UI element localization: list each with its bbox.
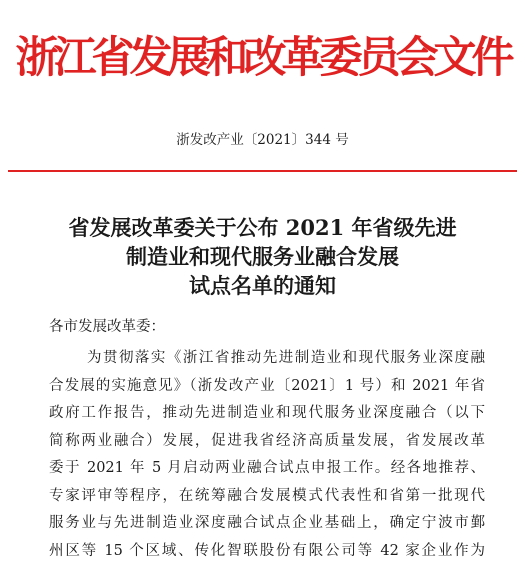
document-masthead: 浙江省发展和改革委员会文件 — [15, 33, 510, 83]
body-paragraph — [49, 345, 485, 565]
body-line: 政府工作报告，推动先进制造业和现代服务业深度融合（以下 — [49, 405, 485, 421]
document-number: 浙发改产业〔2021〕344 号 — [176, 132, 349, 148]
body-line: 合发展的实施意见》（浙发改产业〔2021〕1 号）和 2021 年省 — [49, 377, 485, 394]
body-line: 州区等 15 个区域、传化智联股份有限公司等 42 家企业作为 — [49, 542, 485, 559]
body-line: 专家评审等程序，在统筹融合发展模式代表性和省第一批现代 — [49, 487, 485, 504]
body-line: 简称两业融合）发展，促进我省经济高质量发展，省发展改革 — [49, 432, 485, 449]
salutation: 各市发展改革委： — [49, 319, 165, 335]
body-line: 服务业与先进制造业深度融合试点企业基础上，确定宁波市鄞 — [49, 515, 485, 531]
document-title — [0, 213, 525, 300]
title-line: 省发展改革委关于公布 2021 年省级先进 — [68, 215, 457, 240]
body-line: 为贯彻落实《浙江省推动先进制造业和现代服务业深度融 — [87, 350, 485, 366]
body-line: 委于 2021 年 5 月启动两业融合试点申报工作。经各地推荐、 — [49, 460, 485, 476]
title-line: 试点名单的通知 — [189, 273, 336, 298]
red-divider-line — [8, 170, 517, 172]
title-line: 制造业和现代服务业融合发展 — [126, 244, 399, 269]
